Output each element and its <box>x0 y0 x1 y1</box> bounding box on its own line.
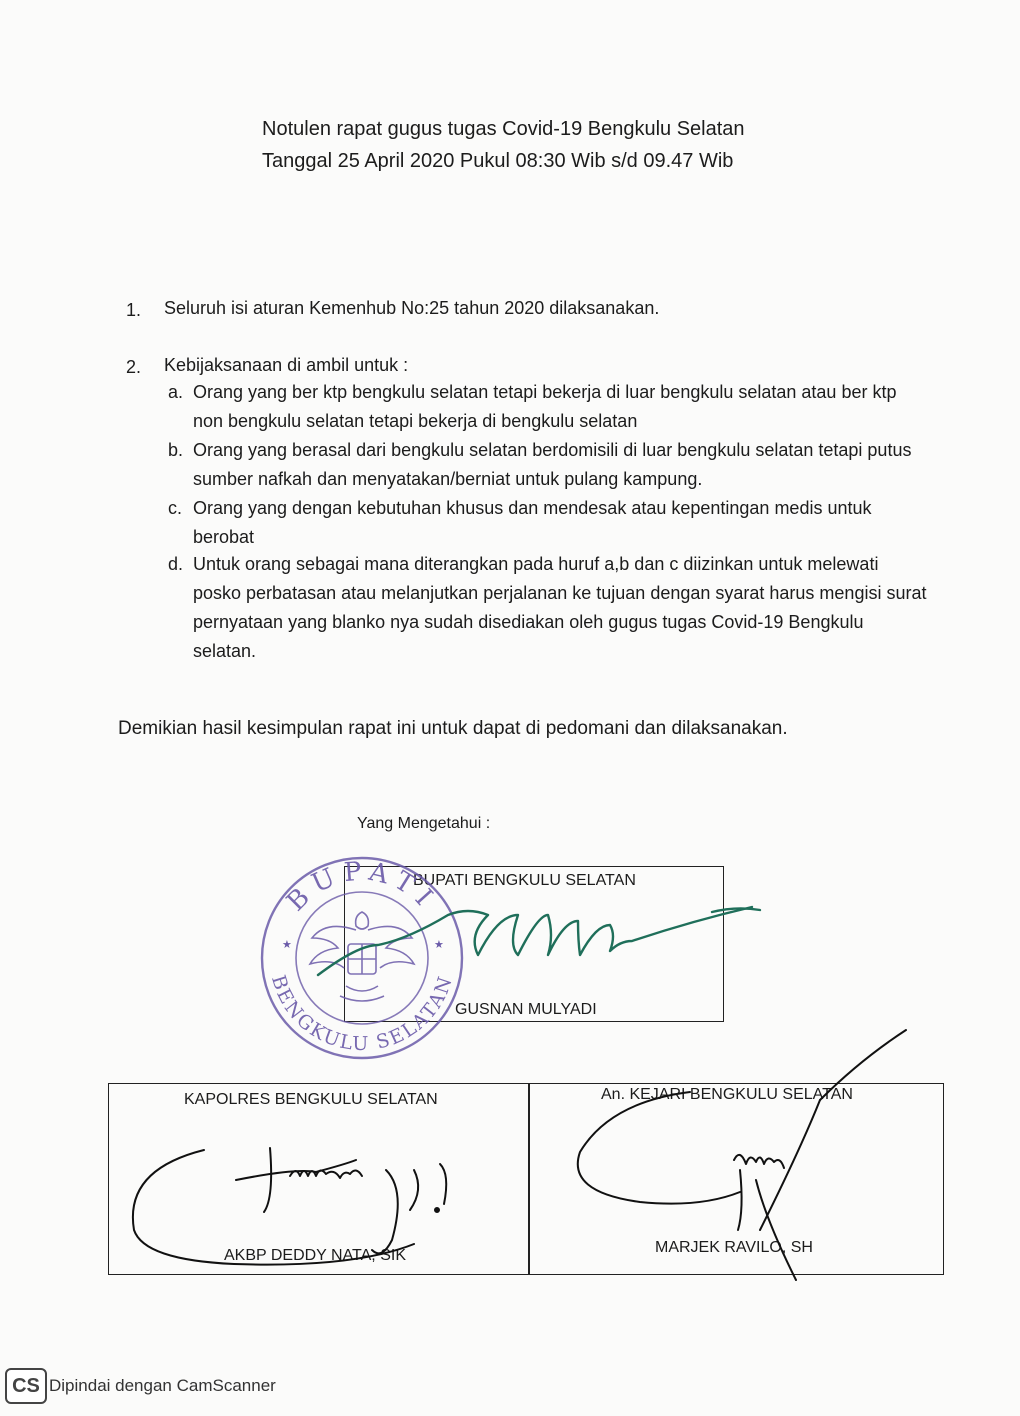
document-date-line: Tanggal 25 April 2020 Pukul 08:30 Wib s/d 09.47 Wib <box>262 150 734 172</box>
item-number: 2. <box>126 357 142 377</box>
item-number: 1. <box>126 300 142 320</box>
stamp-top-text: BUPATI <box>281 856 444 918</box>
camscanner-logo: CS <box>5 1368 47 1404</box>
subitem-letter: a. <box>168 382 184 402</box>
kapolres-signature <box>133 1148 446 1265</box>
subitem-text: Orang yang ber ktp bengkulu selatan tetapi bekerja di luar bengkulu selatan atau ber ktp non bengkulu selatan tetapi bekerja di bengkulu selatan <box>193 382 897 431</box>
svg-text:★: ★ <box>434 939 444 951</box>
kapolres-title: KAPOLRES BENGKULU SELATAN <box>184 1091 438 1108</box>
garuda-emblem-icon <box>310 912 414 1001</box>
svg-text:★: ★ <box>282 939 292 951</box>
document-title: Notulen rapat gugus tugas Covid-19 Bengkulu Selatan <box>262 118 745 140</box>
camscanner-watermark <box>5 1366 276 1406</box>
svg-text:BUPATI <box>281 856 443 917</box>
subitem-letter: d. <box>168 554 184 574</box>
subitem-letter: b. <box>168 440 184 460</box>
kapolres-name: AKBP DEDDY NATA, SIK <box>224 1247 406 1264</box>
bupati-title: BUPATI BENGKULU SELATAN <box>413 872 636 889</box>
kejari-name: MARJEK RAVILO, SH <box>655 1239 813 1256</box>
camscanner-text: Dipindai dengan CamScanner <box>49 1376 276 1395</box>
subitem-letter: c. <box>168 498 183 518</box>
subitem-text: Untuk orang sebagai mana diterangkan pada huruf a,b dan c diizinkan untuk melewati posko perbatasan atau melanjutkan perjalanan ke tujuan dengan syarat harus mengisi surat pernyataan yang blanko nya sudah disediakan oleh gugus tugas Covid-19 Bengkulu selatan. <box>193 554 927 661</box>
kejari-signature <box>578 1030 906 1280</box>
kejari-title: An. KEJARI BENGKULU SELATAN <box>601 1086 853 1103</box>
bupati-name: GUSNAN MULYADI <box>455 1001 597 1018</box>
stamp-bottom-text: BENGKULU SELATAN <box>266 972 458 1056</box>
official-stamp <box>262 856 462 1058</box>
acknowledged-label: Yang Mengetahui : <box>357 815 491 832</box>
svg-text:BENGKULU SELATAN <box>267 972 457 1055</box>
closing-statement: Demikian hasil kesimpulan rapat ini untuk dapat di pedomani dan dilaksanakan. <box>118 718 788 739</box>
item-text: Kebijaksanaan di ambil untuk : <box>164 355 409 375</box>
subitem-text: Orang yang berasal dari bengkulu selatan berdomisili di luar bengkulu selatan tetapi putus sumber nafkah dan menyatakan/berniat untuk pulang kampung. <box>193 440 912 489</box>
item-text: Seluruh isi aturan Kemenhub No:25 tahun 2020 dilaksanakan. <box>164 298 660 318</box>
subitem-text: Orang yang dengan kebutuhan khusus dan mendesak atau kepentingan medis untuk berobat <box>193 498 872 547</box>
